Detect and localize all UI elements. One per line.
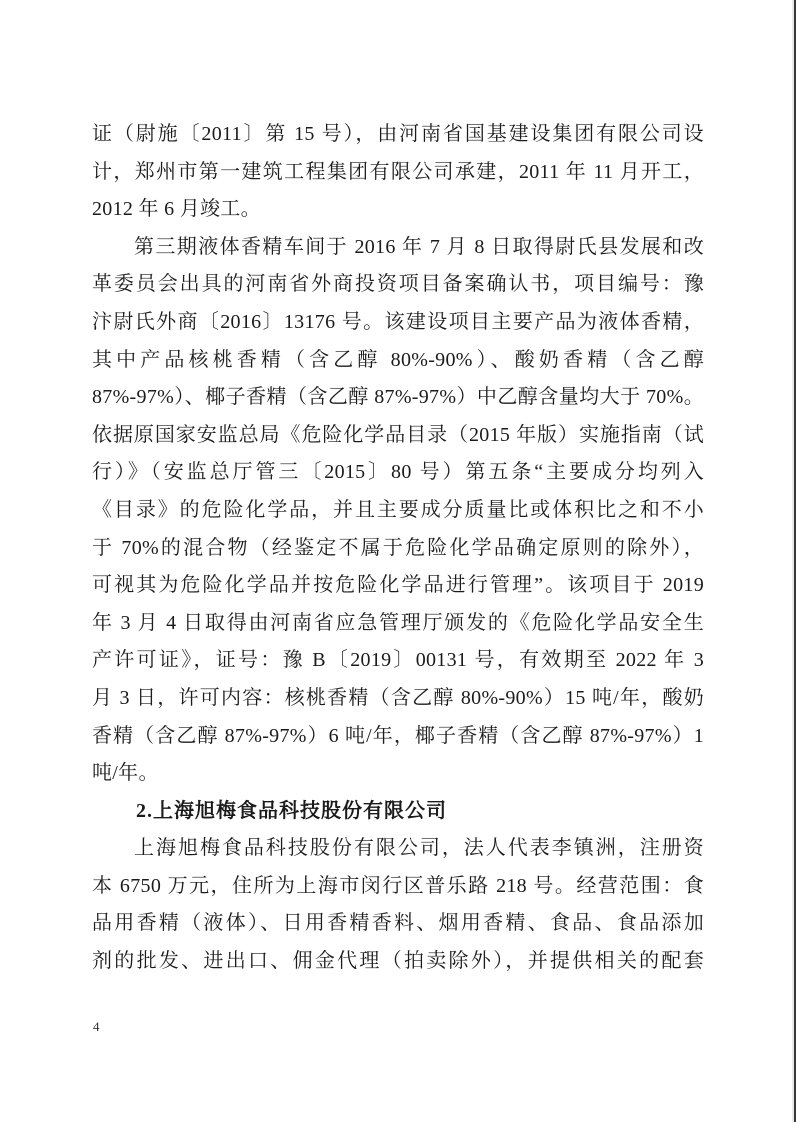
text-line: 计，郑州市第一建筑工程集团有限公司承建，2011 年 11 月开工，: [92, 160, 704, 183]
text-line: 其中产品核桃香精（含乙醇 80%-90%）、酸奶香精（含乙醇: [92, 348, 704, 371]
text-line: 香精（含乙醇 87%-97%）6 吨/年，椰子香精（含乙醇 87%-97%）1: [92, 724, 704, 747]
page-number: 4: [93, 1019, 100, 1034]
text-line: 月 3 日，许可内容：核桃香精（含乙醇 80%-90%）15 吨/年，酸奶: [92, 686, 704, 709]
text-line: 产许可证》，证号：豫 B〔2019〕00131 号，有效期至 2022 年 3: [92, 649, 704, 672]
text-line: 本 6750 万元，住所为上海市闵行区普乐路 218 号。经营范围：食: [92, 874, 704, 897]
text-line: 吨/年。: [92, 762, 159, 785]
text-line: 汴尉氏外商〔2016〕13176 号。该建设项目主要产品为液体香精，: [92, 310, 704, 333]
section-heading: 2.上海旭梅食品科技股份有限公司: [136, 799, 447, 822]
text-line: 87%-97%）、椰子香精（含乙醇 87%-97%）中乙醇含量均大于 70%。: [92, 386, 704, 409]
document-body: [92, 116, 704, 981]
text-line: 剂的批发、进出口、佣金代理（拍卖除外），并提供相关的配套: [92, 950, 704, 973]
text-line: 证（尉施〔2011〕第 15 号），由河南省国基建设集团有限公司设: [92, 123, 704, 145]
text-line: 品用香精（液体）、日用香精香料、烟用香精、食品、食品添加: [92, 912, 704, 935]
text-line: 行）》（安监总厅管三〔2015〕80 号）第五条“主要成分均列入: [92, 461, 704, 484]
text-line: 依据原国家安监总局《危险化学品目录（2015 年版）实施指南（试: [92, 423, 704, 446]
text-line: 可视其为危险化学品并按危险化学品进行管理”。该项目于 2019: [92, 574, 704, 597]
text-line: 革委员会出具的河南省外商投资项目备案确认书，项目编号：豫: [92, 273, 704, 296]
text-line: 2012 年 6 月竣工。: [92, 198, 261, 221]
text-line: 上海旭梅食品科技股份有限公司，法人代表李镇洲，注册资: [134, 837, 704, 860]
text-line: 年 3 月 4 日取得由河南省应急管理厅颁发的《危险化学品安全生: [92, 611, 704, 634]
text-line: 于 70%的混合物（经鉴定不属于危险化学品确定原则的除外），: [92, 536, 704, 559]
text-line: 《目录》的危险化学品，并且主要成分质量比或体积比之和不小: [92, 498, 704, 521]
text-line: 第三期液体香精车间于 2016 年 7 月 8 日取得尉氏县发展和改: [134, 235, 704, 258]
